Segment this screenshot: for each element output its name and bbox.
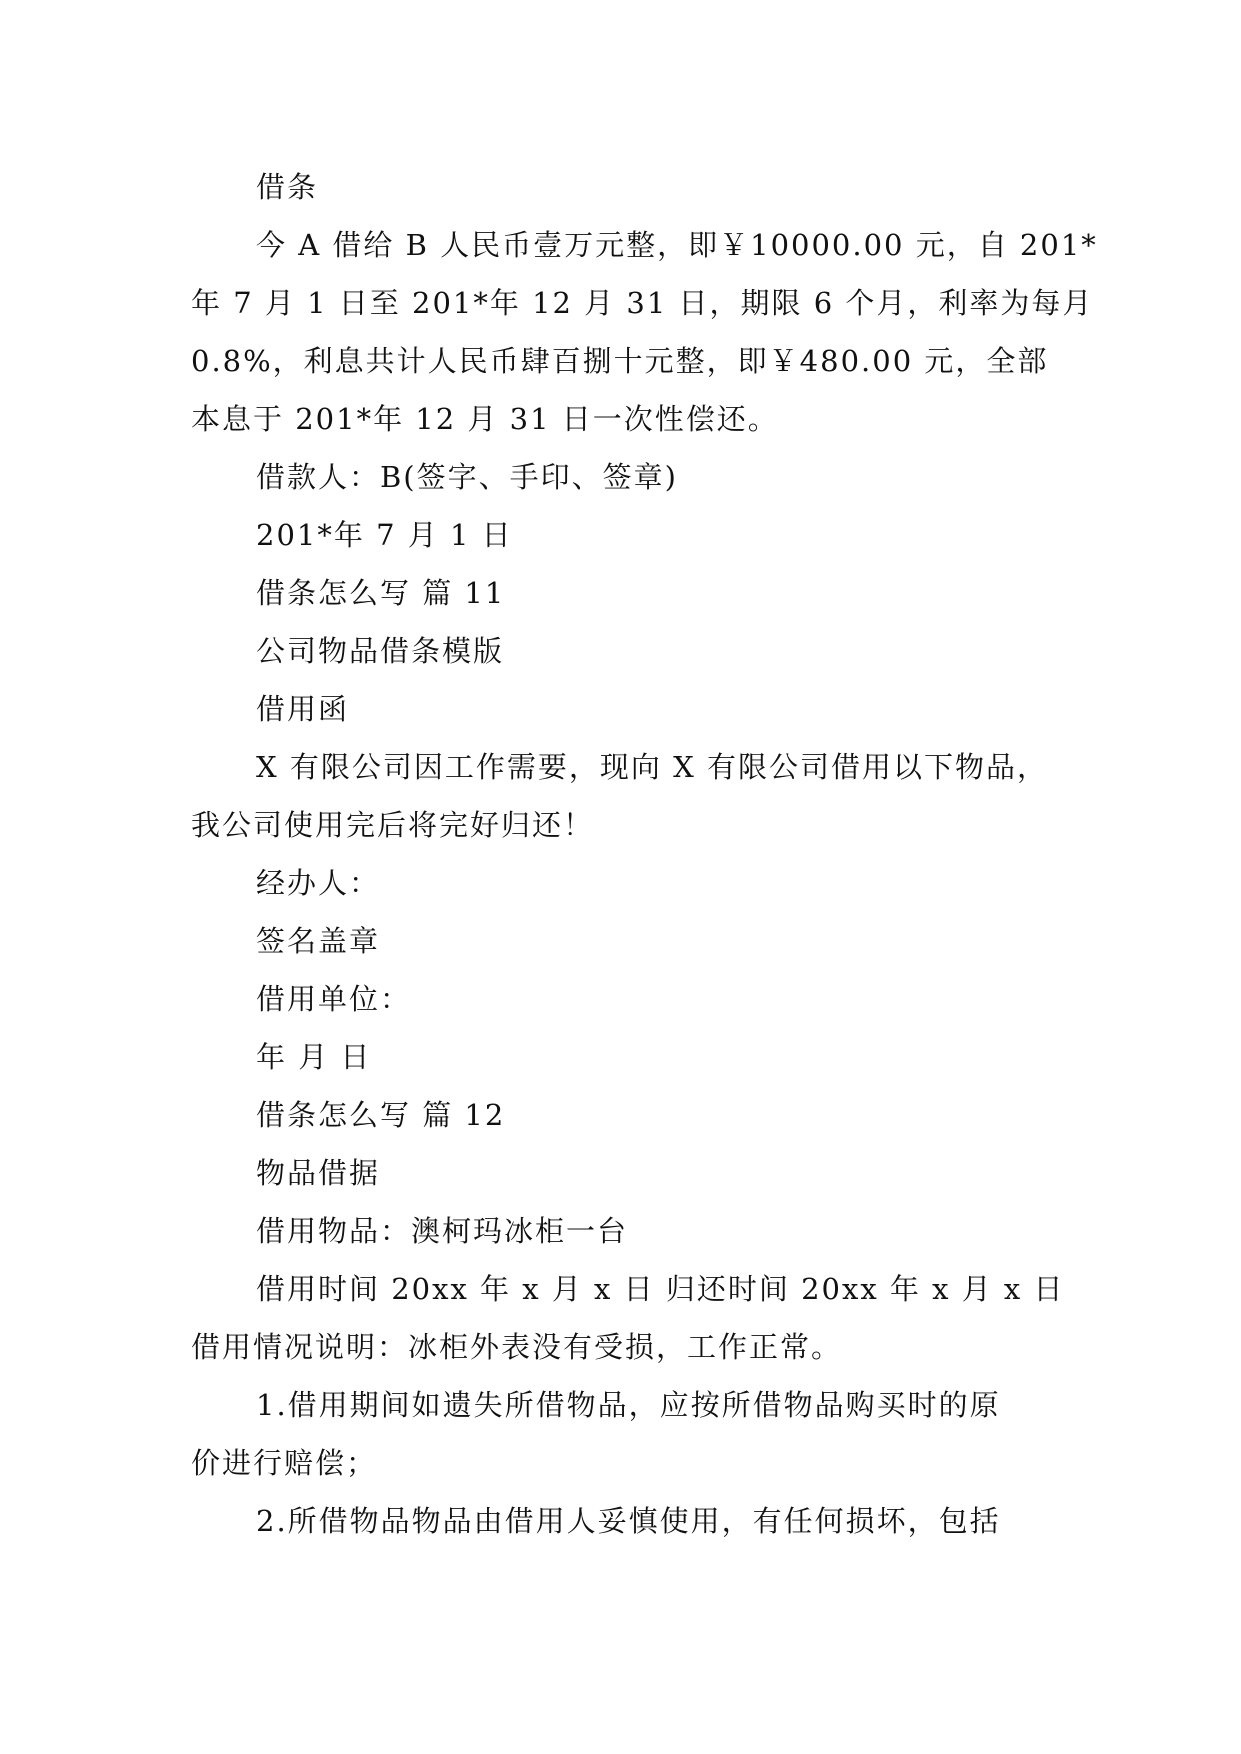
rule-1-line-1: 1.借用期间如遗失所借物品，应按所借物品购买时的原 [256, 1388, 1001, 1422]
paragraph-loan-line-1: 今 A 借给 B 人民币壹万元整，即￥10000.00 元，自 201* [256, 228, 1098, 262]
date-placeholder: 年 月 日 [256, 1040, 372, 1074]
condition-description: 借用情况说明：冰柜外表没有受损，工作正常。 [191, 1330, 843, 1364]
rule-2-line-1: 2.所借物品物品由借用人妥慎使用，有任何损坏，包括 [256, 1504, 1001, 1538]
borrowed-item: 借用物品：澳柯玛冰柜一台 [256, 1214, 629, 1248]
borrower-signature-line: 借款人：B(签字、手印、签章) [256, 460, 678, 494]
paragraph-loan-line-2: 年 7 月 1 日至 201*年 12 月 31 日，期限 6 个月，利率为每月 [191, 286, 1094, 320]
handler-label: 经办人： [256, 866, 381, 900]
template-title: 公司物品借条模版 [256, 634, 505, 668]
loan-date: 201*年 7 月 1 日 [256, 518, 513, 552]
letter-paragraph-line-2: 我公司使用完后将完好归还！ [191, 808, 595, 842]
letter-paragraph-line-1: X 有限公司因工作需要，现向 X 有限公司借用以下物品， [256, 750, 1048, 784]
letter-title: 借用函 [256, 692, 350, 726]
borrowing-unit-label: 借用单位： [256, 982, 412, 1016]
borrow-return-time: 借用时间 20xx 年 x 月 x 日 归还时间 20xx 年 x 月 x 日 [256, 1272, 1065, 1306]
signature-seal-label: 签名盖章 [256, 924, 381, 958]
heading-jietiao: 借条 [256, 170, 319, 204]
paragraph-loan-line-3: 0.8%，利息共计人民币肆百捌十元整，即￥480.00 元，全部 [191, 344, 1049, 378]
document-body [191, 158, 1098, 1550]
rule-1-line-2: 价进行赔偿； [191, 1446, 378, 1480]
section-heading-12: 借条怎么写 篇 12 [256, 1098, 506, 1132]
paragraph-loan-line-4: 本息于 201*年 12 月 31 日一次性偿还。 [191, 402, 779, 436]
section-heading-11: 借条怎么写 篇 11 [256, 576, 506, 610]
receipt-title: 物品借据 [256, 1156, 381, 1190]
